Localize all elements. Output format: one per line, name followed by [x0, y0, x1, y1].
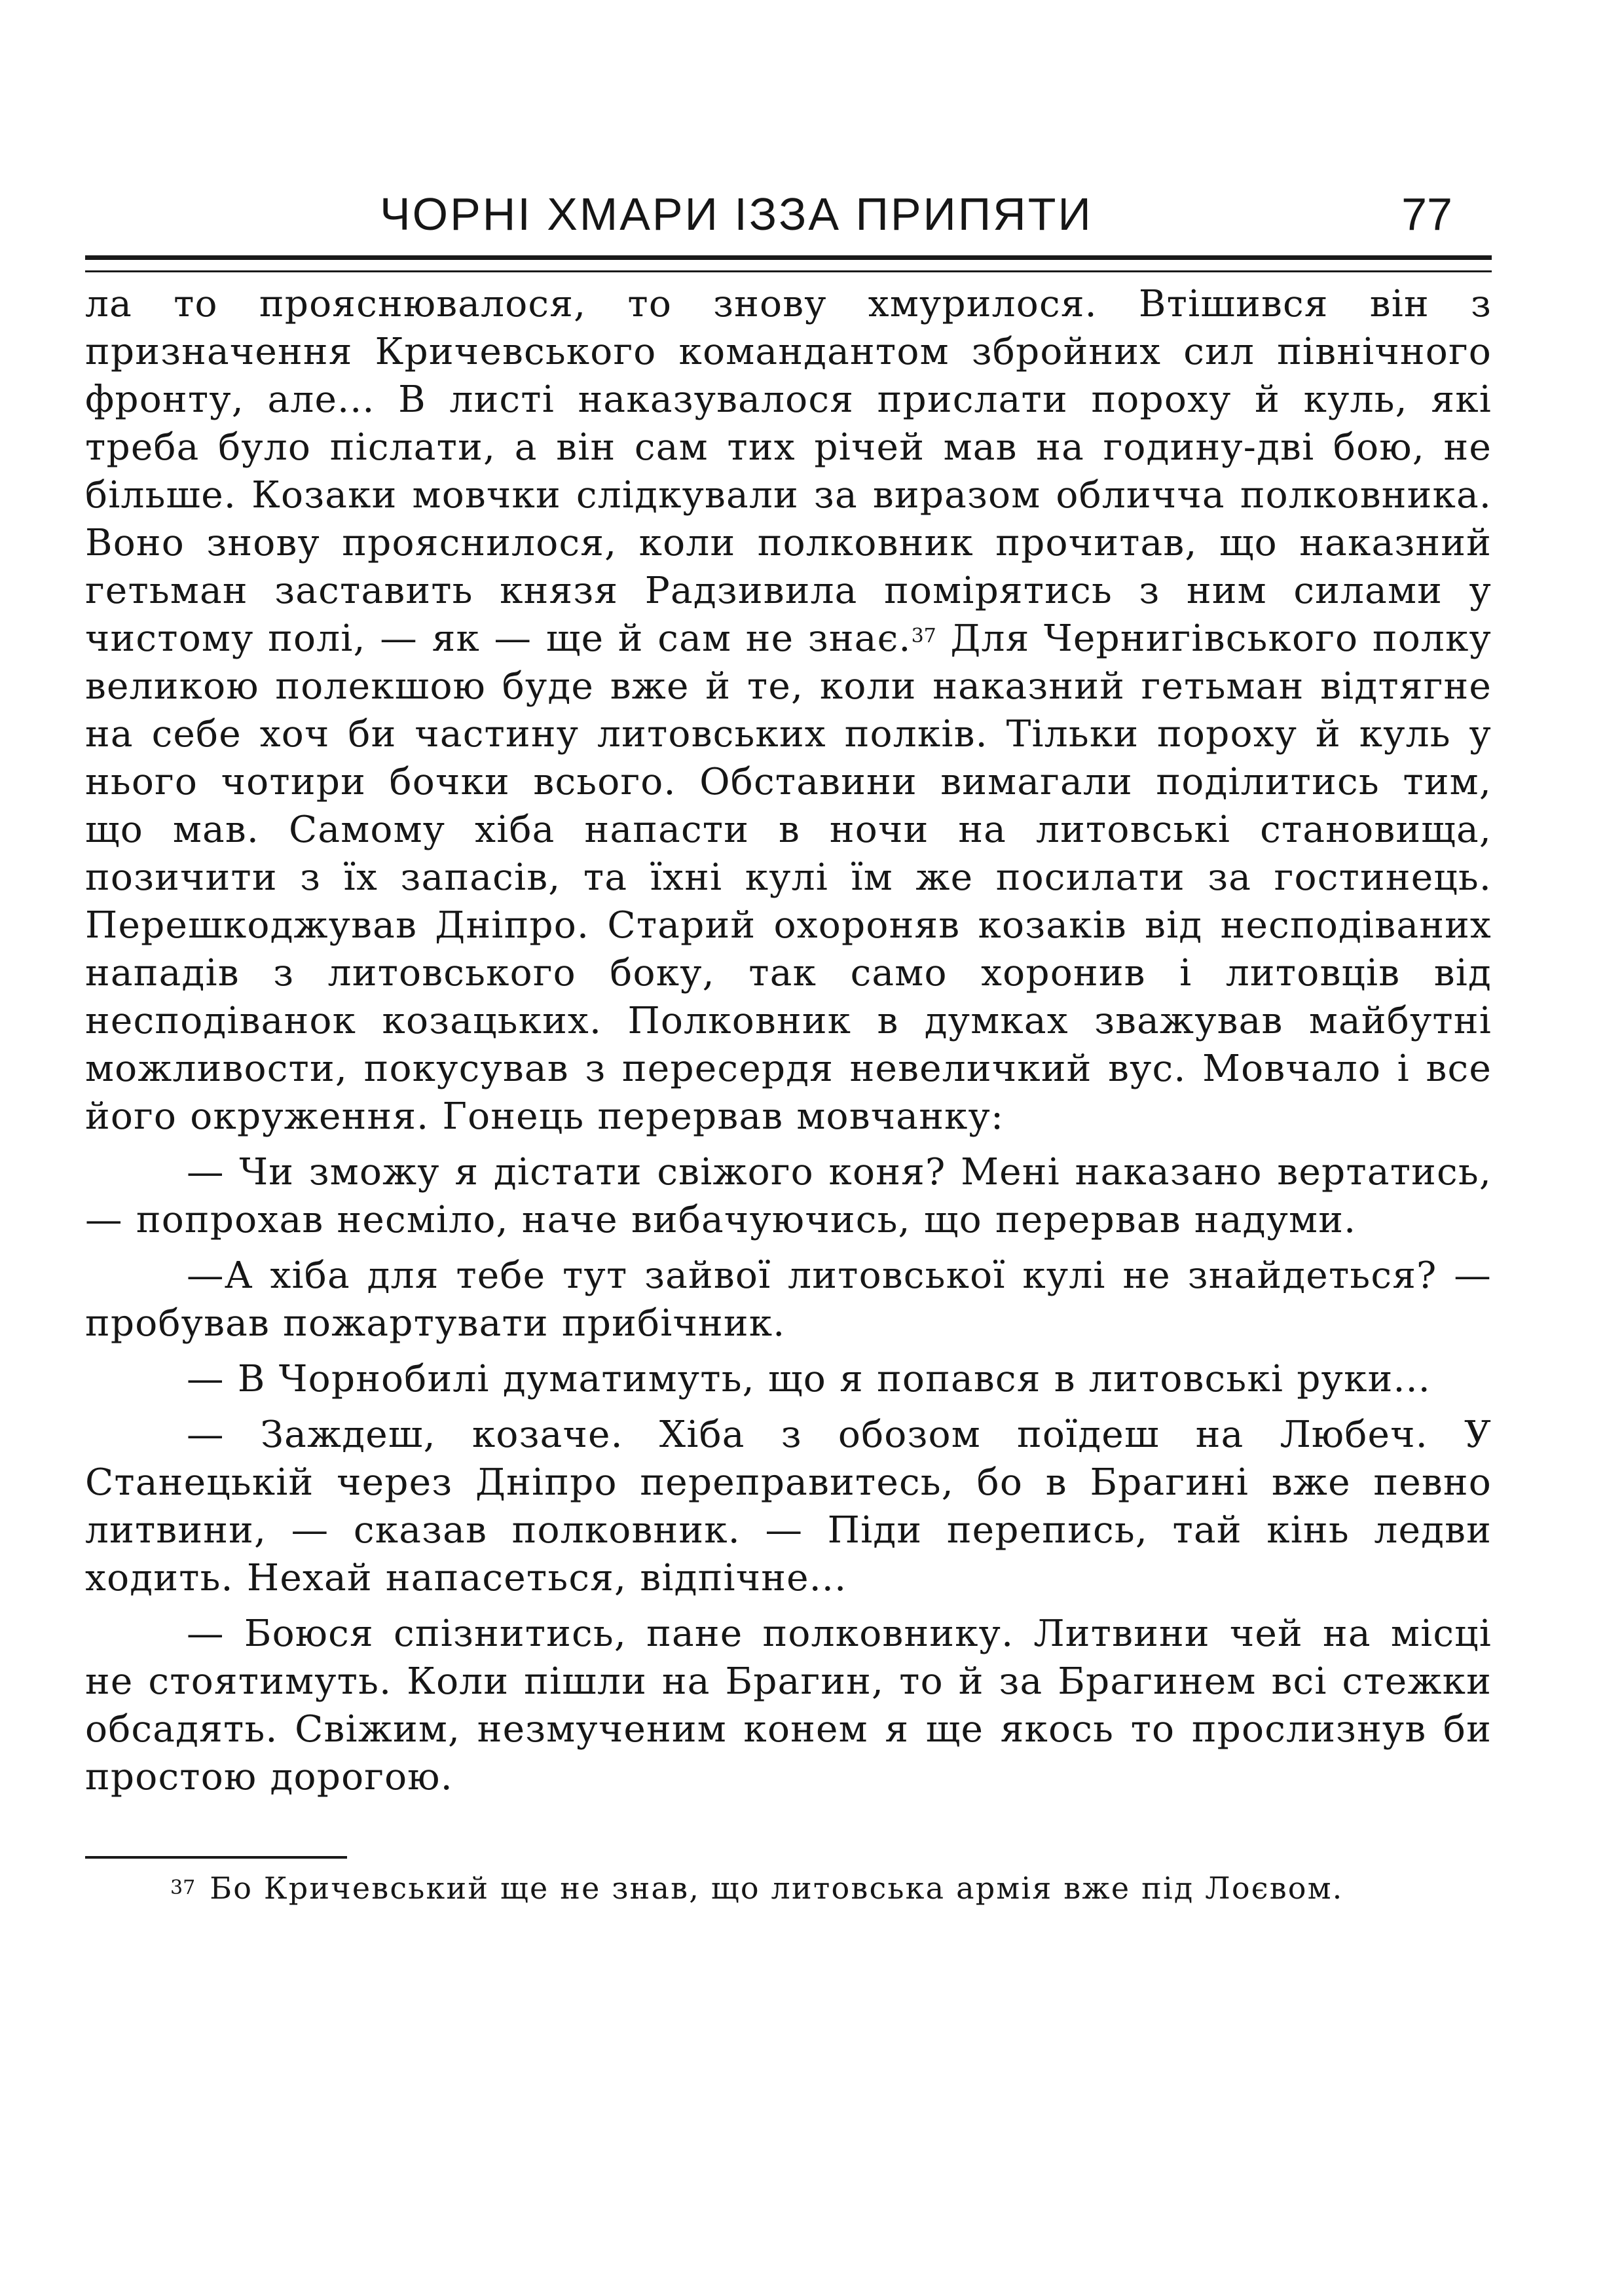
footnote-text: Бо Кричевський ще не знав, що литовська армія вже під Лоєвом. [210, 1870, 1344, 1906]
paragraph-1 [85, 280, 1492, 1140]
paragraph-6: — Боюся спізнитись, пане полковнику. Литвини чей на місці не стоятимуть. Коли пішли на Брагин, то й за Брагинем всі стежки обсадять. Свіжим, незмученим конем я ще якось то прослизнув би простою дорогою. [85, 1613, 1492, 1798]
paragraph-1-text-b: Для Чернигівського полку великою полекшою буде вже й те, коли наказний гетьман відтягне на себе хоч би частину литовських полків. Тільки пороху й куль у нього чотири бочки всього. Обставини вимагали поділитись тим, що мав. Самому хіба напасти в ночи на литовські становища, позичити з їх запасів, та їхні кулі їм же посилати за гостинець. Перешкоджував Дніпро. Старий охороняв козаків від несподіваних нападів з литовського боку, так само хоронив і литовців від несподіванок козацьких. Полковник в думках зважував майбутні можливости, покусував з пересердя невеличкий вус. Мовчало і все його окруження. Гонець перервав мовчанку: [85, 617, 1492, 1138]
paragraph-5: — Заждеш, козаче. Хіба з обозом поїдеш на Любеч. У Станецькій через Дніпро переправитесь, бо в Брагині вже певно литвини, — сказав полковник. — Піди перепись, тай кінь ледви ходить. Нехай напасеться, відпічне... [85, 1413, 1492, 1599]
paragraph-4: — В Чорнобилі думатимуть, що я попався в литовські руки... [187, 1358, 1431, 1400]
footnote-reference: 37 [911, 625, 936, 647]
paragraph-3: —А хіба для тебе тут зайвої литовської кулі не знайдеться? — пробував пожартувати прибічник. [85, 1254, 1492, 1345]
book-page [85, 164, 1492, 1940]
footnote-number: 37 [170, 1876, 196, 1899]
paragraph-2: — Чи зможу я дістати свіжого коня? Мені наказано вертатись, — попрохав несміло, наче вибачуючись, що перервав надуми. [85, 1151, 1492, 1241]
paragraph-1-text-a: ла то прояснювалося, то знову хмурилося. Втішився він з призначення Кричевського командантом збройних сил північного фронту, але... В листі наказувалося прислати пороху й куль, які треба було післати, а він сам тих річей мав на годину-дві бою, не більше. Козаки мовчки слідкували за виразом обличча полковника. Воно знову прояснилося, коли полковник прочитав, що наказний гетьман заставить князя Радзивила помірятись з ним силами у чистому полі, — як — ще й сам не знає. [85, 283, 1492, 660]
running-title: ЧОРНІ ХМАРИ ІЗЗА ПРИПЯТИ [380, 189, 1093, 240]
page-number: 77 [1401, 189, 1452, 240]
footnote-rule [85, 1856, 347, 1859]
header-double-rule [85, 255, 1492, 272]
running-header [85, 164, 1492, 242]
footnote [85, 1867, 1492, 1910]
body-text [85, 280, 1492, 1801]
